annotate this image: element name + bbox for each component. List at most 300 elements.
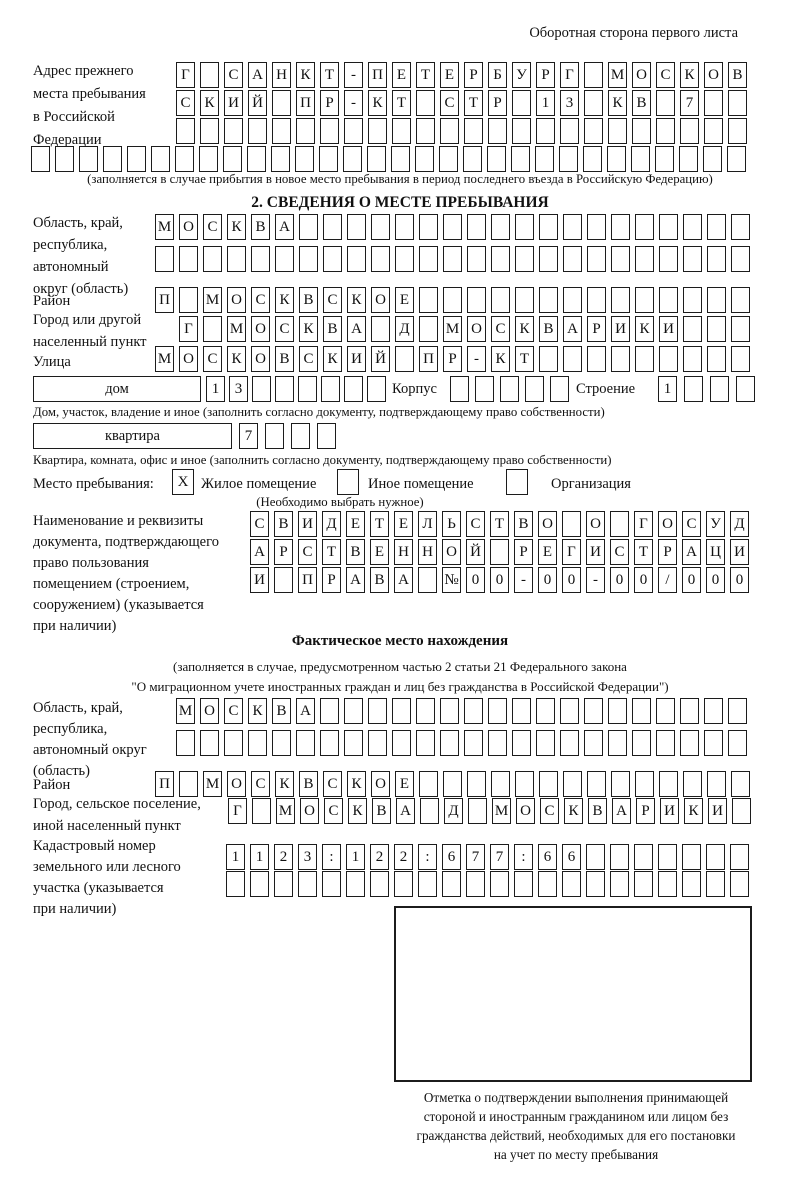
char-box[interactable]: Ц: [706, 539, 725, 565]
char-box[interactable]: [443, 246, 462, 272]
char-box[interactable]: [252, 798, 271, 824]
char-box[interactable]: [343, 146, 362, 172]
char-box[interactable]: [587, 346, 606, 372]
char-box[interactable]: И: [708, 798, 727, 824]
char-box[interactable]: [179, 246, 198, 272]
char-box[interactable]: [199, 146, 218, 172]
char-box[interactable]: К: [227, 346, 246, 372]
char-box[interactable]: С: [275, 316, 294, 342]
char-box[interactable]: [586, 844, 605, 870]
char-box[interactable]: [608, 730, 627, 756]
char-box[interactable]: [680, 698, 699, 724]
char-box[interactable]: [450, 376, 469, 402]
char-box[interactable]: [322, 871, 341, 897]
char-box[interactable]: [656, 698, 675, 724]
char-box[interactable]: О: [251, 316, 270, 342]
char-box[interactable]: М: [443, 316, 462, 342]
char-box[interactable]: [731, 346, 750, 372]
char-box[interactable]: [179, 287, 198, 313]
char-box[interactable]: [418, 871, 437, 897]
char-box[interactable]: [415, 146, 434, 172]
char-box[interactable]: Г: [562, 539, 581, 565]
char-box[interactable]: П: [419, 346, 438, 372]
char-box[interactable]: В: [251, 214, 270, 240]
char-box[interactable]: [443, 287, 462, 313]
char-box[interactable]: Д: [444, 798, 463, 824]
char-box[interactable]: О: [632, 62, 651, 88]
char-box[interactable]: [515, 287, 534, 313]
char-box[interactable]: Г: [176, 62, 195, 88]
char-box[interactable]: [272, 118, 291, 144]
char-box[interactable]: [704, 118, 723, 144]
char-box[interactable]: [416, 730, 435, 756]
char-box[interactable]: 0: [682, 567, 701, 593]
char-box[interactable]: [395, 246, 414, 272]
char-box[interactable]: 1: [250, 844, 269, 870]
char-box[interactable]: Е: [346, 511, 365, 537]
char-box[interactable]: [416, 118, 435, 144]
char-box[interactable]: [584, 62, 603, 88]
char-box[interactable]: [631, 146, 650, 172]
char-box[interactable]: [731, 771, 750, 797]
char-box[interactable]: Б: [488, 62, 507, 88]
char-box[interactable]: [611, 246, 630, 272]
char-box[interactable]: М: [492, 798, 511, 824]
char-box[interactable]: [634, 844, 653, 870]
char-box[interactable]: [347, 214, 366, 240]
char-box[interactable]: [587, 287, 606, 313]
char-box[interactable]: А: [275, 214, 294, 240]
char-box[interactable]: [684, 376, 703, 402]
char-box[interactable]: К: [227, 214, 246, 240]
char-box[interactable]: Е: [394, 511, 413, 537]
char-box[interactable]: [632, 698, 651, 724]
char-box[interactable]: [317, 423, 336, 449]
char-box[interactable]: О: [658, 511, 677, 537]
char-box[interactable]: [539, 214, 558, 240]
char-box[interactable]: [563, 771, 582, 797]
char-box[interactable]: [704, 698, 723, 724]
char-box[interactable]: [536, 698, 555, 724]
char-box[interactable]: К: [323, 346, 342, 372]
char-box[interactable]: О: [442, 539, 461, 565]
char-box[interactable]: В: [370, 567, 389, 593]
char-box[interactable]: [728, 118, 747, 144]
char-box[interactable]: Г: [634, 511, 653, 537]
char-box[interactable]: [525, 376, 544, 402]
char-box[interactable]: [367, 376, 386, 402]
char-box[interactable]: 7: [680, 90, 699, 116]
char-box[interactable]: К: [564, 798, 583, 824]
char-box[interactable]: [395, 214, 414, 240]
char-box[interactable]: [560, 118, 579, 144]
char-box[interactable]: [248, 118, 267, 144]
char-box[interactable]: [656, 730, 675, 756]
char-box[interactable]: [247, 146, 266, 172]
char-box[interactable]: 0: [562, 567, 581, 593]
char-box[interactable]: [321, 376, 340, 402]
char-box[interactable]: К: [248, 698, 267, 724]
char-box[interactable]: [707, 246, 726, 272]
char-box[interactable]: У: [512, 62, 531, 88]
char-box[interactable]: К: [347, 287, 366, 313]
char-box[interactable]: Н: [418, 539, 437, 565]
char-box[interactable]: [274, 567, 293, 593]
char-box[interactable]: [367, 146, 386, 172]
char-box[interactable]: [371, 246, 390, 272]
char-box[interactable]: [515, 214, 534, 240]
char-box[interactable]: 6: [538, 844, 557, 870]
char-box[interactable]: [488, 118, 507, 144]
char-box[interactable]: :: [322, 844, 341, 870]
char-box[interactable]: [587, 214, 606, 240]
char-box[interactable]: В: [299, 771, 318, 797]
char-box[interactable]: [491, 246, 510, 272]
char-box[interactable]: [635, 287, 654, 313]
char-box[interactable]: [392, 118, 411, 144]
char-box[interactable]: Т: [634, 539, 653, 565]
char-box[interactable]: [707, 316, 726, 342]
char-box[interactable]: [443, 214, 462, 240]
char-box[interactable]: [420, 798, 439, 824]
char-box[interactable]: С: [540, 798, 559, 824]
char-box[interactable]: Т: [416, 62, 435, 88]
char-box[interactable]: [275, 376, 294, 402]
char-box[interactable]: [419, 214, 438, 240]
char-box[interactable]: [272, 730, 291, 756]
char-box[interactable]: [252, 376, 271, 402]
char-box[interactable]: П: [155, 771, 174, 797]
char-box[interactable]: [416, 90, 435, 116]
char-box[interactable]: Д: [322, 511, 341, 537]
char-box[interactable]: И: [250, 567, 269, 593]
char-box[interactable]: [731, 316, 750, 342]
char-box[interactable]: Й: [248, 90, 267, 116]
char-box[interactable]: В: [728, 62, 747, 88]
char-box[interactable]: С: [176, 90, 195, 116]
char-box[interactable]: С: [203, 346, 222, 372]
char-box[interactable]: -: [344, 62, 363, 88]
char-box[interactable]: [632, 118, 651, 144]
char-box[interactable]: К: [296, 62, 315, 88]
char-box[interactable]: [224, 118, 243, 144]
char-box[interactable]: [563, 246, 582, 272]
char-box[interactable]: [703, 146, 722, 172]
char-box[interactable]: М: [203, 287, 222, 313]
char-box[interactable]: [587, 246, 606, 272]
char-box[interactable]: [392, 698, 411, 724]
char-box[interactable]: [658, 844, 677, 870]
char-box[interactable]: [563, 346, 582, 372]
char-box[interactable]: [248, 730, 267, 756]
char-box[interactable]: [490, 539, 509, 565]
char-box[interactable]: [491, 214, 510, 240]
char-box[interactable]: 7: [490, 844, 509, 870]
char-box[interactable]: [610, 511, 629, 537]
char-box[interactable]: О: [704, 62, 723, 88]
char-box[interactable]: [611, 346, 630, 372]
char-box[interactable]: С: [323, 771, 342, 797]
char-box[interactable]: О: [300, 798, 319, 824]
char-box[interactable]: [31, 146, 50, 172]
char-box[interactable]: [680, 118, 699, 144]
char-box[interactable]: [223, 146, 242, 172]
char-box[interactable]: [706, 871, 725, 897]
char-box[interactable]: Р: [536, 62, 555, 88]
char-box[interactable]: С: [610, 539, 629, 565]
char-box[interactable]: [562, 871, 581, 897]
char-box[interactable]: [466, 871, 485, 897]
char-box[interactable]: [655, 146, 674, 172]
char-box[interactable]: [371, 316, 390, 342]
char-box[interactable]: С: [324, 798, 343, 824]
char-box[interactable]: А: [248, 62, 267, 88]
char-box[interactable]: [732, 798, 751, 824]
char-box[interactable]: [731, 246, 750, 272]
char-box[interactable]: О: [371, 287, 390, 313]
char-box[interactable]: Й: [371, 346, 390, 372]
char-box[interactable]: И: [298, 511, 317, 537]
char-box[interactable]: О: [538, 511, 557, 537]
char-box[interactable]: К: [635, 316, 654, 342]
char-box[interactable]: И: [224, 90, 243, 116]
char-box[interactable]: [491, 287, 510, 313]
char-box[interactable]: [488, 730, 507, 756]
char-box[interactable]: [512, 90, 531, 116]
char-box[interactable]: П: [368, 62, 387, 88]
char-box[interactable]: М: [155, 346, 174, 372]
char-box[interactable]: Т: [464, 90, 483, 116]
char-box[interactable]: [299, 246, 318, 272]
char-box[interactable]: [442, 871, 461, 897]
char-box[interactable]: В: [323, 316, 342, 342]
char-box[interactable]: С: [440, 90, 459, 116]
char-box[interactable]: [463, 146, 482, 172]
char-box[interactable]: [586, 871, 605, 897]
char-box[interactable]: [584, 118, 603, 144]
char-box[interactable]: 0: [730, 567, 749, 593]
char-box[interactable]: [265, 423, 284, 449]
char-box[interactable]: И: [660, 798, 679, 824]
char-box[interactable]: [298, 871, 317, 897]
char-box[interactable]: К: [368, 90, 387, 116]
char-box[interactable]: [584, 730, 603, 756]
char-box[interactable]: [514, 871, 533, 897]
char-box[interactable]: С: [251, 287, 270, 313]
char-box[interactable]: [634, 871, 653, 897]
zhiloe-checkbox[interactable]: X: [172, 469, 194, 495]
char-box[interactable]: 0: [706, 567, 725, 593]
char-box[interactable]: [512, 730, 531, 756]
char-box[interactable]: [611, 214, 630, 240]
char-box[interactable]: [271, 146, 290, 172]
char-box[interactable]: А: [347, 316, 366, 342]
char-box[interactable]: [490, 871, 509, 897]
char-box[interactable]: [736, 376, 755, 402]
char-box[interactable]: [730, 844, 749, 870]
char-box[interactable]: М: [176, 698, 195, 724]
char-box[interactable]: [707, 346, 726, 372]
char-box[interactable]: Т: [370, 511, 389, 537]
char-box[interactable]: [274, 871, 293, 897]
char-box[interactable]: [176, 730, 195, 756]
char-box[interactable]: [704, 730, 723, 756]
char-box[interactable]: [475, 376, 494, 402]
char-box[interactable]: С: [682, 511, 701, 537]
char-box[interactable]: [610, 844, 629, 870]
char-box[interactable]: [659, 771, 678, 797]
char-box[interactable]: Т: [392, 90, 411, 116]
char-box[interactable]: В: [275, 346, 294, 372]
char-box[interactable]: 7: [239, 423, 258, 449]
char-box[interactable]: Р: [274, 539, 293, 565]
char-box[interactable]: [347, 246, 366, 272]
char-box[interactable]: [416, 698, 435, 724]
char-box[interactable]: Р: [464, 62, 483, 88]
char-box[interactable]: 6: [562, 844, 581, 870]
char-box[interactable]: Г: [179, 316, 198, 342]
char-box[interactable]: [419, 771, 438, 797]
char-box[interactable]: Е: [538, 539, 557, 565]
char-box[interactable]: А: [682, 539, 701, 565]
char-box[interactable]: [682, 871, 701, 897]
char-box[interactable]: [538, 871, 557, 897]
char-box[interactable]: У: [706, 511, 725, 537]
char-box[interactable]: [368, 698, 387, 724]
char-box[interactable]: [515, 246, 534, 272]
char-box[interactable]: [680, 730, 699, 756]
char-box[interactable]: [368, 118, 387, 144]
char-box[interactable]: [560, 730, 579, 756]
char-box[interactable]: М: [203, 771, 222, 797]
char-box[interactable]: В: [274, 511, 293, 537]
char-box[interactable]: [659, 246, 678, 272]
char-box[interactable]: [683, 346, 702, 372]
char-box[interactable]: [559, 146, 578, 172]
char-box[interactable]: 2: [394, 844, 413, 870]
char-box[interactable]: Й: [466, 539, 485, 565]
char-box[interactable]: С: [251, 771, 270, 797]
char-box[interactable]: [563, 214, 582, 240]
char-box[interactable]: [704, 90, 723, 116]
char-box[interactable]: [151, 146, 170, 172]
char-box[interactable]: О: [516, 798, 535, 824]
char-box[interactable]: [467, 246, 486, 272]
char-box[interactable]: Т: [322, 539, 341, 565]
char-box[interactable]: [731, 287, 750, 313]
char-box[interactable]: 2: [274, 844, 293, 870]
char-box[interactable]: [468, 798, 487, 824]
char-box[interactable]: О: [179, 346, 198, 372]
char-box[interactable]: [296, 118, 315, 144]
char-box[interactable]: Р: [658, 539, 677, 565]
char-box[interactable]: [464, 698, 483, 724]
char-box[interactable]: [200, 118, 219, 144]
char-box[interactable]: [539, 246, 558, 272]
char-box[interactable]: В: [539, 316, 558, 342]
char-box[interactable]: И: [586, 539, 605, 565]
char-box[interactable]: И: [611, 316, 630, 342]
char-box[interactable]: С: [250, 511, 269, 537]
char-box[interactable]: О: [200, 698, 219, 724]
char-box[interactable]: А: [346, 567, 365, 593]
char-box[interactable]: [707, 287, 726, 313]
char-box[interactable]: 0: [538, 567, 557, 593]
char-box[interactable]: [511, 146, 530, 172]
char-box[interactable]: [368, 730, 387, 756]
char-box[interactable]: Е: [370, 539, 389, 565]
char-box[interactable]: 1: [658, 376, 677, 402]
char-box[interactable]: [500, 376, 519, 402]
char-box[interactable]: В: [299, 287, 318, 313]
char-box[interactable]: 1: [226, 844, 245, 870]
char-box[interactable]: [682, 844, 701, 870]
char-box[interactable]: [419, 287, 438, 313]
char-box[interactable]: [344, 376, 363, 402]
char-box[interactable]: [635, 771, 654, 797]
char-box[interactable]: [418, 567, 437, 593]
char-box[interactable]: [658, 871, 677, 897]
char-box[interactable]: К: [491, 346, 510, 372]
char-box[interactable]: [299, 214, 318, 240]
char-box[interactable]: П: [298, 567, 317, 593]
char-box[interactable]: [488, 698, 507, 724]
char-box[interactable]: [610, 871, 629, 897]
char-box[interactable]: [560, 698, 579, 724]
char-box[interactable]: И: [730, 539, 749, 565]
char-box[interactable]: [103, 146, 122, 172]
char-box[interactable]: [419, 246, 438, 272]
char-box[interactable]: 1: [346, 844, 365, 870]
char-box[interactable]: [464, 118, 483, 144]
char-box[interactable]: [515, 771, 534, 797]
char-box[interactable]: Н: [272, 62, 291, 88]
char-box[interactable]: [512, 118, 531, 144]
char-box[interactable]: [563, 287, 582, 313]
char-box[interactable]: Р: [636, 798, 655, 824]
char-box[interactable]: В: [632, 90, 651, 116]
char-box[interactable]: [127, 146, 146, 172]
char-box[interactable]: [539, 287, 558, 313]
char-box[interactable]: Н: [394, 539, 413, 565]
char-box[interactable]: [539, 771, 558, 797]
char-box[interactable]: К: [200, 90, 219, 116]
char-box[interactable]: [392, 730, 411, 756]
char-box[interactable]: А: [394, 567, 413, 593]
char-box[interactable]: Д: [730, 511, 749, 537]
char-box[interactable]: Т: [490, 511, 509, 537]
char-box[interactable]: О: [586, 511, 605, 537]
char-box[interactable]: [440, 698, 459, 724]
char-box[interactable]: В: [272, 698, 291, 724]
char-box[interactable]: [464, 730, 483, 756]
char-box[interactable]: 3: [560, 90, 579, 116]
char-box[interactable]: [679, 146, 698, 172]
char-box[interactable]: В: [514, 511, 533, 537]
char-box[interactable]: [487, 146, 506, 172]
char-box[interactable]: [200, 62, 219, 88]
char-box[interactable]: [562, 511, 581, 537]
char-box[interactable]: [344, 118, 363, 144]
char-box[interactable]: [659, 346, 678, 372]
char-box[interactable]: [583, 146, 602, 172]
char-box[interactable]: [727, 146, 746, 172]
char-box[interactable]: С: [224, 698, 243, 724]
char-box[interactable]: [584, 90, 603, 116]
char-box[interactable]: -: [467, 346, 486, 372]
char-box[interactable]: [710, 376, 729, 402]
char-box[interactable]: Е: [395, 287, 414, 313]
